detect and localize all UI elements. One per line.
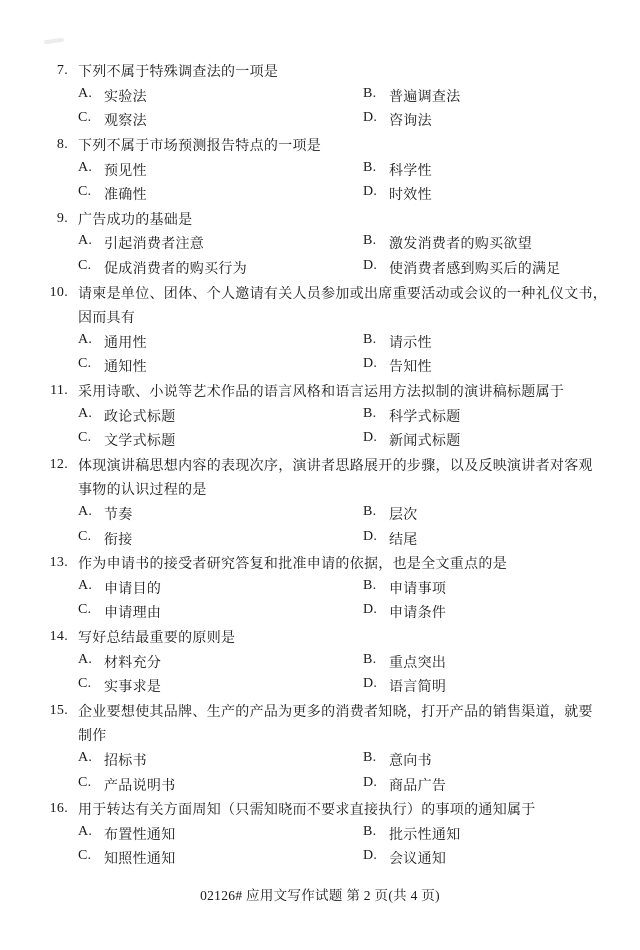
option-text: 预见性 [104, 163, 147, 179]
question-number: 16. [49, 801, 68, 817]
option [78, 406, 363, 426]
option-text: 科学式标题 [389, 409, 461, 425]
scan-artifact [44, 38, 64, 45]
question-number: 7. [56, 63, 68, 79]
option-text: 知照性通知 [104, 852, 176, 868]
option-label: D. [363, 356, 378, 372]
option-text: 新闻式标题 [389, 434, 461, 450]
option [78, 652, 363, 672]
option-row [0, 600, 640, 625]
option-label: B. [363, 85, 377, 101]
question-text: 写好总结最重要的原则是 [78, 630, 236, 646]
option-text: 引起消费者注意 [104, 237, 205, 253]
question-block [0, 133, 640, 207]
option-text: 重点突出 [389, 655, 447, 671]
option [78, 602, 363, 622]
option-label: A. [78, 651, 93, 667]
question-title-line [0, 551, 640, 576]
question-block [0, 453, 640, 551]
option-row [0, 846, 640, 871]
option [363, 406, 461, 426]
option-label: C. [78, 184, 92, 200]
question-block [0, 698, 640, 796]
option-text: 使消费者感到购买后的满足 [389, 262, 561, 278]
option-label: D. [363, 848, 378, 864]
option-text: 实事求是 [104, 680, 162, 696]
question-block [0, 280, 640, 378]
question-number: 12. [49, 456, 68, 472]
option-row [0, 182, 640, 207]
question-number: 10. [49, 284, 68, 300]
option [78, 848, 363, 868]
option [363, 824, 461, 844]
question-text: 下列不属于市场预测报告特点的一项是 [78, 139, 322, 155]
option-label: C. [78, 774, 92, 790]
option [363, 529, 418, 549]
option-text: 通用性 [104, 335, 147, 351]
option-row [0, 403, 640, 428]
option-text: 产品说明书 [104, 778, 176, 794]
option-label: C. [78, 848, 92, 864]
option [78, 160, 363, 180]
question-title-line [0, 453, 640, 478]
option-label: A. [78, 85, 93, 101]
option-text: 观察法 [104, 114, 147, 130]
question-block [0, 797, 640, 871]
option [78, 332, 363, 352]
question-text: 用于转达有关方面周知（只需知晓而不要求直接执行）的事项的通知属于 [78, 803, 536, 819]
option [363, 676, 446, 696]
option-row [0, 84, 640, 109]
option-text: 激发消费者的购买欲望 [389, 237, 532, 253]
option-text: 布置性通知 [104, 827, 176, 843]
option-label: A. [78, 577, 93, 593]
option-label: B. [363, 233, 377, 249]
option-text: 政论式标题 [104, 409, 176, 425]
option-row [0, 821, 640, 846]
question-text: 广告成功的基础是 [78, 212, 193, 228]
option-row [0, 502, 640, 527]
option-text: 告知性 [389, 360, 432, 376]
option-label: A. [78, 823, 93, 839]
option [78, 86, 363, 106]
option-text: 通知性 [104, 360, 147, 376]
option [363, 233, 532, 253]
option-label: C. [78, 602, 92, 618]
option-text: 科学性 [389, 163, 432, 179]
question-number: 8. [56, 137, 68, 153]
option-label: D. [363, 676, 378, 692]
option-label: B. [363, 405, 377, 421]
footer-text: 02126# 应用文写作试题 第 2 页(共 4 页) [200, 888, 440, 903]
option-row [0, 354, 640, 379]
question-title-line [0, 133, 640, 158]
option [363, 602, 446, 622]
option [363, 578, 446, 598]
question-text-continued: 事物的认识过程的是 [78, 483, 207, 499]
question-block [0, 59, 640, 133]
question-number: 11. [50, 383, 68, 399]
option-text: 时效性 [389, 188, 432, 204]
option-label: C. [78, 110, 92, 126]
option-label: B. [363, 577, 377, 593]
question-number: 14. [49, 628, 68, 644]
question-text: 体现演讲稿思想内容的表现次序，演讲者思路展开的步骤，以及反映演讲者对客观 [78, 458, 593, 474]
option-label: B. [363, 823, 377, 839]
option [363, 332, 432, 352]
option [78, 233, 363, 253]
option-label: C. [78, 356, 92, 372]
option [78, 110, 363, 130]
option [363, 110, 432, 130]
question-text-continued: 因而具有 [78, 311, 136, 327]
option [78, 578, 363, 598]
question-text: 请柬是单位、团体、个人邀请有关人员参加或出席重要活动或会议的一种礼仪文书， [78, 286, 608, 302]
option-text: 节奏 [104, 507, 133, 523]
option [78, 676, 363, 696]
option-row [0, 674, 640, 699]
option-text: 招标书 [104, 753, 147, 769]
option-text: 商品广告 [389, 778, 447, 794]
option [78, 824, 363, 844]
option-row [0, 231, 640, 256]
option-label: C. [78, 676, 92, 692]
option-text: 语言简明 [389, 680, 447, 696]
option-label: C. [78, 258, 92, 274]
option-label: D. [363, 430, 378, 446]
option-row [0, 157, 640, 182]
option-row [0, 575, 640, 600]
option-text: 申请事项 [389, 581, 447, 597]
option-row [0, 428, 640, 453]
option-label: C. [78, 430, 92, 446]
question-title-line [0, 698, 640, 723]
option-row [0, 772, 640, 797]
option [363, 160, 432, 180]
question-text: 采用诗歌、小说等艺术作品的语言风格和语言运用方法拟制的演讲稿标题属于 [78, 385, 565, 401]
option-label: A. [78, 233, 93, 249]
option-label: A. [78, 159, 93, 175]
question-number: 9. [56, 210, 68, 226]
option-text: 文学式标题 [104, 434, 176, 450]
option-label: B. [363, 159, 377, 175]
option-label: B. [363, 331, 377, 347]
question-title-line [0, 59, 640, 84]
option-text: 准确性 [104, 188, 147, 204]
question-title-line [0, 379, 640, 404]
option-text: 申请理由 [104, 606, 162, 622]
option-label: A. [78, 503, 93, 519]
option-label: D. [363, 184, 378, 200]
option-text: 会议通知 [389, 852, 447, 868]
question-text: 下列不属于特殊调查法的一项是 [78, 65, 279, 81]
option-text: 材料充分 [104, 655, 162, 671]
option-label: D. [363, 528, 378, 544]
option-row [0, 108, 640, 133]
option-label: D. [363, 110, 378, 126]
option-text: 意向书 [389, 753, 432, 769]
option-row [0, 256, 640, 281]
option [78, 750, 363, 770]
option-row [0, 748, 640, 773]
option-label: D. [363, 602, 378, 618]
option [363, 356, 432, 376]
page-footer [0, 884, 640, 904]
option-text: 层次 [389, 507, 418, 523]
option-text: 咨询法 [389, 114, 432, 130]
question-text-continued: 制作 [78, 729, 107, 745]
option [78, 529, 363, 549]
question-block [0, 379, 640, 453]
option-row [0, 649, 640, 674]
option [78, 356, 363, 376]
option [363, 184, 432, 204]
option-text: 请示性 [389, 335, 432, 351]
option-row [0, 526, 640, 551]
question-block [0, 207, 640, 281]
question-text: 作为申请书的接受者研究答复和批准申请的依据，也是全文重点的是 [78, 557, 507, 573]
option [78, 184, 363, 204]
option-text: 实验法 [104, 89, 147, 105]
question-continuation-line [0, 477, 640, 502]
option [78, 504, 363, 524]
question-title-line [0, 625, 640, 650]
option [363, 504, 418, 524]
option-label: B. [363, 503, 377, 519]
question-continuation-line [0, 305, 640, 330]
question-continuation-line [0, 723, 640, 748]
question-title-line [0, 207, 640, 232]
option-text: 结尾 [389, 532, 418, 548]
option [78, 258, 363, 278]
option [363, 750, 432, 770]
option [363, 652, 446, 672]
option-text: 申请条件 [389, 606, 447, 622]
question-block [0, 625, 640, 699]
option-text: 申请目的 [104, 581, 162, 597]
question-number: 15. [49, 702, 68, 718]
option-text: 批示性通知 [389, 827, 461, 843]
option-label: A. [78, 405, 93, 421]
option [363, 848, 446, 868]
option-text: 普遍调查法 [389, 89, 461, 105]
option-row [0, 330, 640, 355]
question-title-line [0, 280, 640, 305]
option-label: D. [363, 258, 378, 274]
option [363, 86, 461, 106]
option-label: A. [78, 749, 93, 765]
option-label: D. [363, 774, 378, 790]
option-label: B. [363, 651, 377, 667]
option-label: B. [363, 749, 377, 765]
option-label: C. [78, 528, 92, 544]
option-text: 衔接 [104, 532, 133, 548]
question-text: 企业要想使其品牌、生产的产品为更多的消费者知晓，打开产品的销售渠道，就要 [78, 704, 593, 720]
option [363, 775, 446, 795]
option [78, 430, 363, 450]
option-text: 促成消费者的购买行为 [104, 262, 247, 278]
question-title-line [0, 797, 640, 822]
option [363, 258, 561, 278]
question-number: 13. [49, 555, 68, 571]
option [78, 775, 363, 795]
question-list [0, 59, 640, 871]
question-block [0, 551, 640, 625]
option [363, 430, 461, 450]
option-label: A. [78, 331, 93, 347]
